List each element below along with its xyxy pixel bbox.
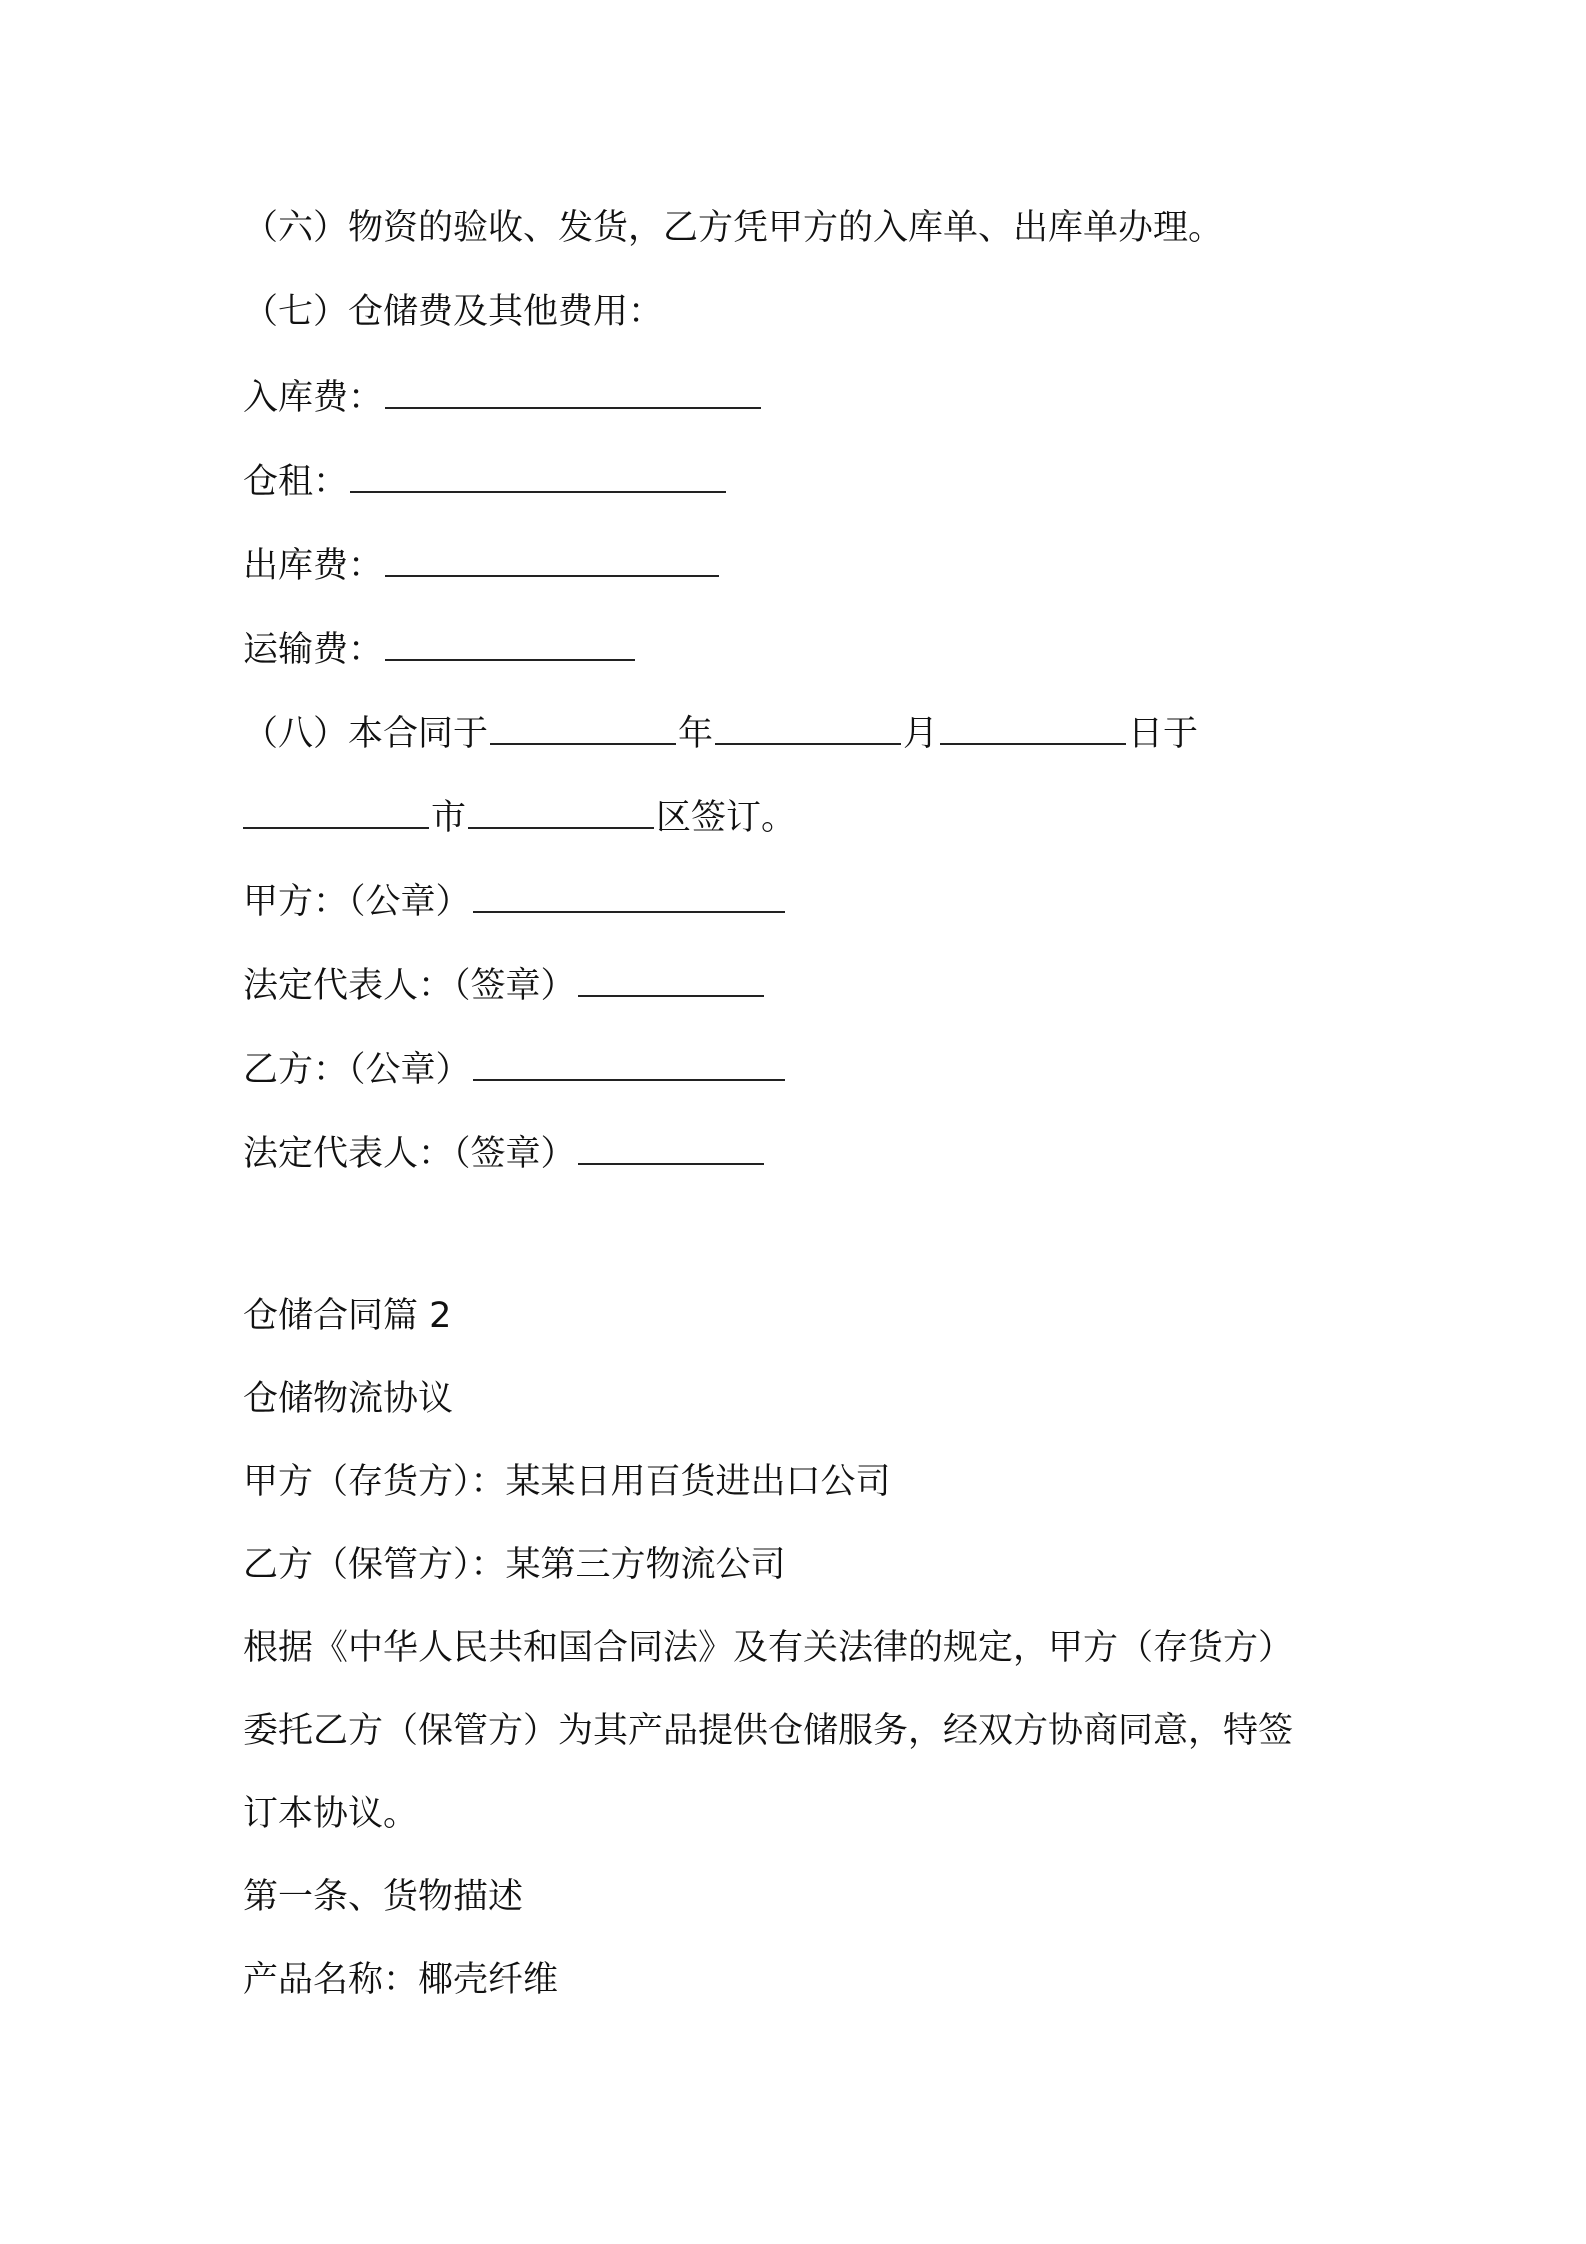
article-1-heading: 第一条、货物描述 xyxy=(243,1877,524,1917)
legal-rep-1-line xyxy=(243,959,766,1009)
fee-inbound-blank xyxy=(385,371,761,409)
fee-outbound-label: 出库费： xyxy=(243,546,384,586)
preamble-line-1: 根据《中华人民共和国合同法》及有关法律的规定，甲方（存货方） xyxy=(243,1628,1294,1668)
fee-rent-line xyxy=(243,455,728,505)
agreement-title: 仓储物流协议 xyxy=(243,1379,454,1419)
legal-rep-2-label: 法定代表人：（签章） xyxy=(243,1134,576,1174)
clause-6: （六）物资的验收、发货，乙方凭甲方的入库单、出库单办理。 xyxy=(243,208,1224,248)
party-b-seal-blank xyxy=(473,1043,785,1081)
fee-transport-blank xyxy=(385,623,635,661)
preamble-line-3: 订本协议。 xyxy=(243,1794,419,1834)
year-blank xyxy=(490,707,676,745)
clause-8-line-1 xyxy=(243,707,1198,757)
fee-rent-label: 仓租： xyxy=(243,462,349,502)
party-b-custodian: 乙方（保管方）：某第三方物流公司 xyxy=(243,1545,786,1585)
party-b-seal-label: 乙方：（公章） xyxy=(243,1050,471,1090)
fee-inbound-line xyxy=(243,371,763,421)
clause-8-month: 月 xyxy=(903,714,939,754)
legal-rep-2-blank xyxy=(578,1127,764,1165)
fee-rent-blank xyxy=(350,455,726,493)
fee-inbound-label: 入库费： xyxy=(243,378,384,418)
day-blank xyxy=(940,707,1126,745)
party-a-seal-line xyxy=(243,875,787,925)
city-blank xyxy=(243,791,429,829)
district-blank xyxy=(468,791,654,829)
legal-rep-1-blank xyxy=(578,959,764,997)
clause-8-district: 区签订。 xyxy=(656,798,797,838)
party-a-seal-label: 甲方：（公章） xyxy=(243,882,471,922)
fee-outbound-blank xyxy=(385,539,719,577)
clause-8-line-2 xyxy=(243,791,796,841)
clause-8-city: 市 xyxy=(431,798,467,838)
preamble-line-2: 委托乙方（保管方）为其产品提供仓储服务，经双方协商同意，特签 xyxy=(243,1711,1294,1751)
legal-rep-1-label: 法定代表人：（签章） xyxy=(243,966,576,1006)
month-blank xyxy=(715,707,901,745)
product-name-line: 产品名称：椰壳纤维 xyxy=(243,1960,559,2000)
fee-outbound-line xyxy=(243,539,721,589)
clause-7: （七）仓储费及其他费用： xyxy=(243,292,664,332)
clause-8-year: 年 xyxy=(678,714,714,754)
clause-8-prefix: （八）本合同于 xyxy=(243,714,489,754)
fee-transport-line xyxy=(243,623,637,673)
legal-rep-2-line xyxy=(243,1127,766,1177)
party-b-seal-line xyxy=(243,1043,787,1093)
clause-8-day: 日于 xyxy=(1128,714,1199,754)
party-a-seal-blank xyxy=(473,875,785,913)
party-a-depositor: 甲方（存货方）：某某日用百货进出口公司 xyxy=(243,1462,891,1502)
section-title: 仓储合同篇 2 xyxy=(243,1296,452,1336)
fee-transport-label: 运输费： xyxy=(243,630,384,670)
